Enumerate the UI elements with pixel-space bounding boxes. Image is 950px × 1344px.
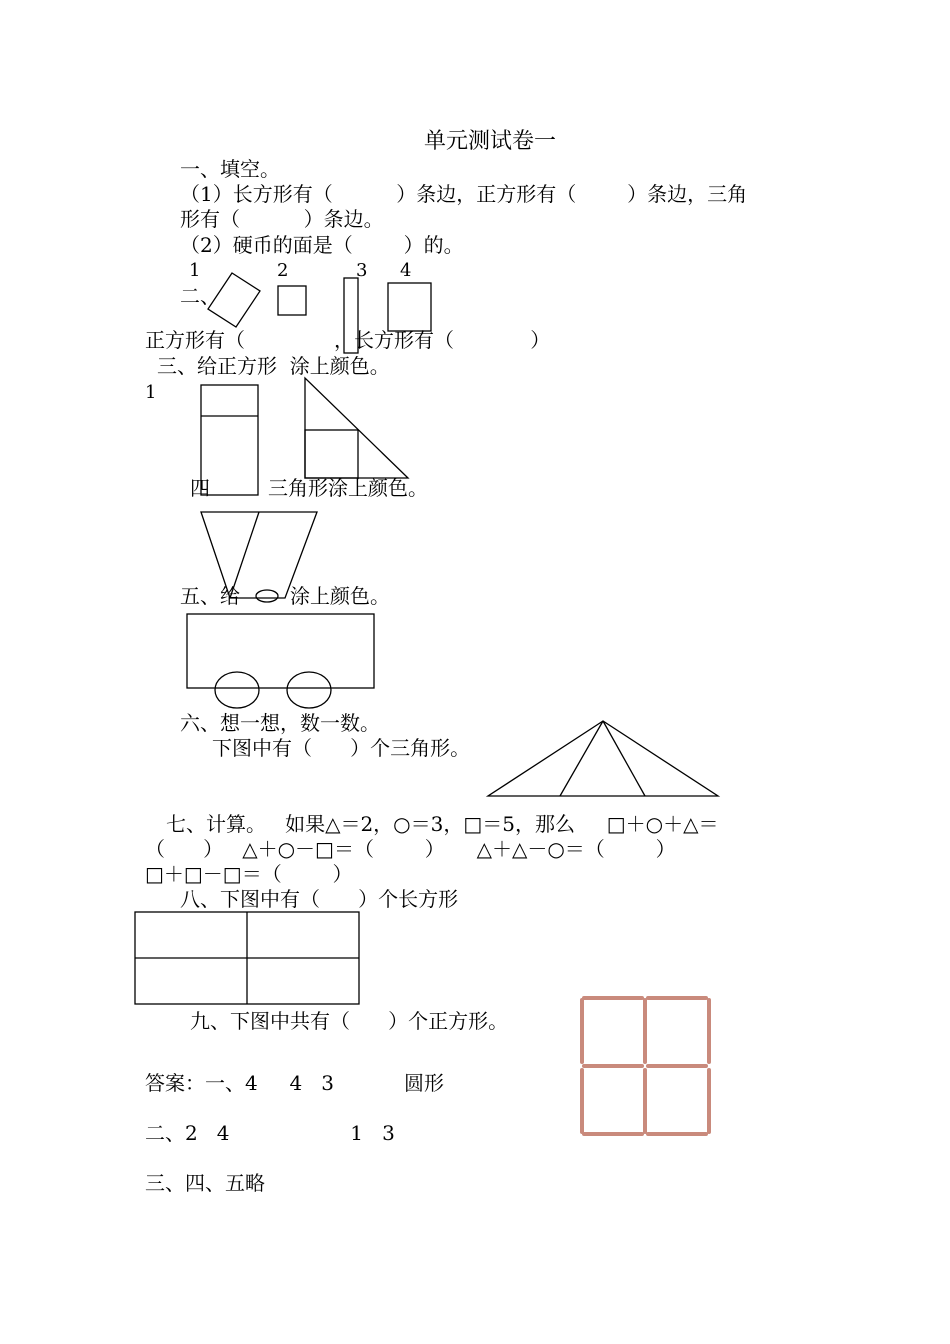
triangle-inner-line-right — [603, 721, 645, 796]
thin-rectangle-shape — [344, 278, 358, 353]
big-triangle-shape — [488, 721, 718, 796]
section-1-heading: 一、填空。 — [180, 157, 280, 181]
section-2-heading: 二、 — [180, 284, 220, 308]
section-2-answer-line: 正方形有（ ，长方形有（ ） — [145, 328, 551, 352]
large-square-shape — [388, 283, 431, 331]
right-triangle-shape — [305, 378, 408, 478]
answers-line-2: 二、2 4 1 3 — [145, 1121, 395, 1145]
tilted-rectangle-shape — [208, 273, 260, 327]
section-3-heading: 三、给正方形 涂上颜色。 — [157, 354, 390, 378]
circle-icon — [256, 590, 278, 602]
section-6-question: 下图中有（ ）个三角形。 — [212, 736, 471, 760]
tall-rectangle-shape — [201, 385, 258, 495]
section-5-heading-left: 五、给 — [180, 584, 240, 608]
cart-wheel-left — [215, 672, 259, 708]
question-1-line-1: （1）长方形有（ ）条边，正方形有（ ）条边，三角 — [180, 182, 748, 206]
answers-line-3: 三、四、五略 — [145, 1171, 265, 1195]
shape-label-4: 4 — [400, 260, 412, 281]
shape-label-1: 1 — [189, 260, 201, 281]
section-7-line-3: □＋□－□＝（ ） — [145, 862, 353, 886]
section-4-heading-left: 四 — [190, 476, 210, 500]
trapezoid-shape — [201, 512, 317, 598]
section-7-line-1: 七、计算。 如果△＝2，○＝3，□＝5，那么 □＋○＋△＝ — [166, 812, 719, 836]
shape-label-2: 2 — [277, 260, 289, 281]
inner-square-shape — [305, 430, 358, 478]
matchstick-squares-figure — [582, 998, 709, 1134]
section-7-line-2: （ ） △＋○－□＝（ ） △＋△－○＝（ ） — [145, 837, 676, 861]
shape-label-3: 3 — [356, 260, 368, 281]
section-4-heading-right: 三角形涂上颜色。 — [268, 476, 428, 500]
answers-line-1: 答案：一、4 4 3 圆形 — [145, 1071, 444, 1095]
section-8-heading: 八、下图中有（ ）个长方形 — [180, 887, 459, 911]
question-2: （2）硬币的面是（ ）的。 — [180, 233, 464, 257]
section-6-heading: 六、想一想，数一数。 — [180, 711, 380, 735]
trapezoid-diagonal — [230, 512, 259, 598]
section-9-heading: 九、下图中共有（ ）个正方形。 — [190, 1009, 509, 1033]
cart-wheel-right — [287, 672, 331, 708]
cart-body-shape — [187, 614, 374, 688]
page-title: 单元测试卷一 — [424, 129, 557, 154]
section-3-sub-label: 1 — [145, 382, 157, 403]
section-5-heading-right: 涂上颜色。 — [290, 584, 390, 608]
question-1-line-2: 形有（ ）条边。 — [180, 207, 384, 231]
triangle-inner-line-left — [560, 721, 603, 796]
small-square-shape — [278, 286, 306, 315]
